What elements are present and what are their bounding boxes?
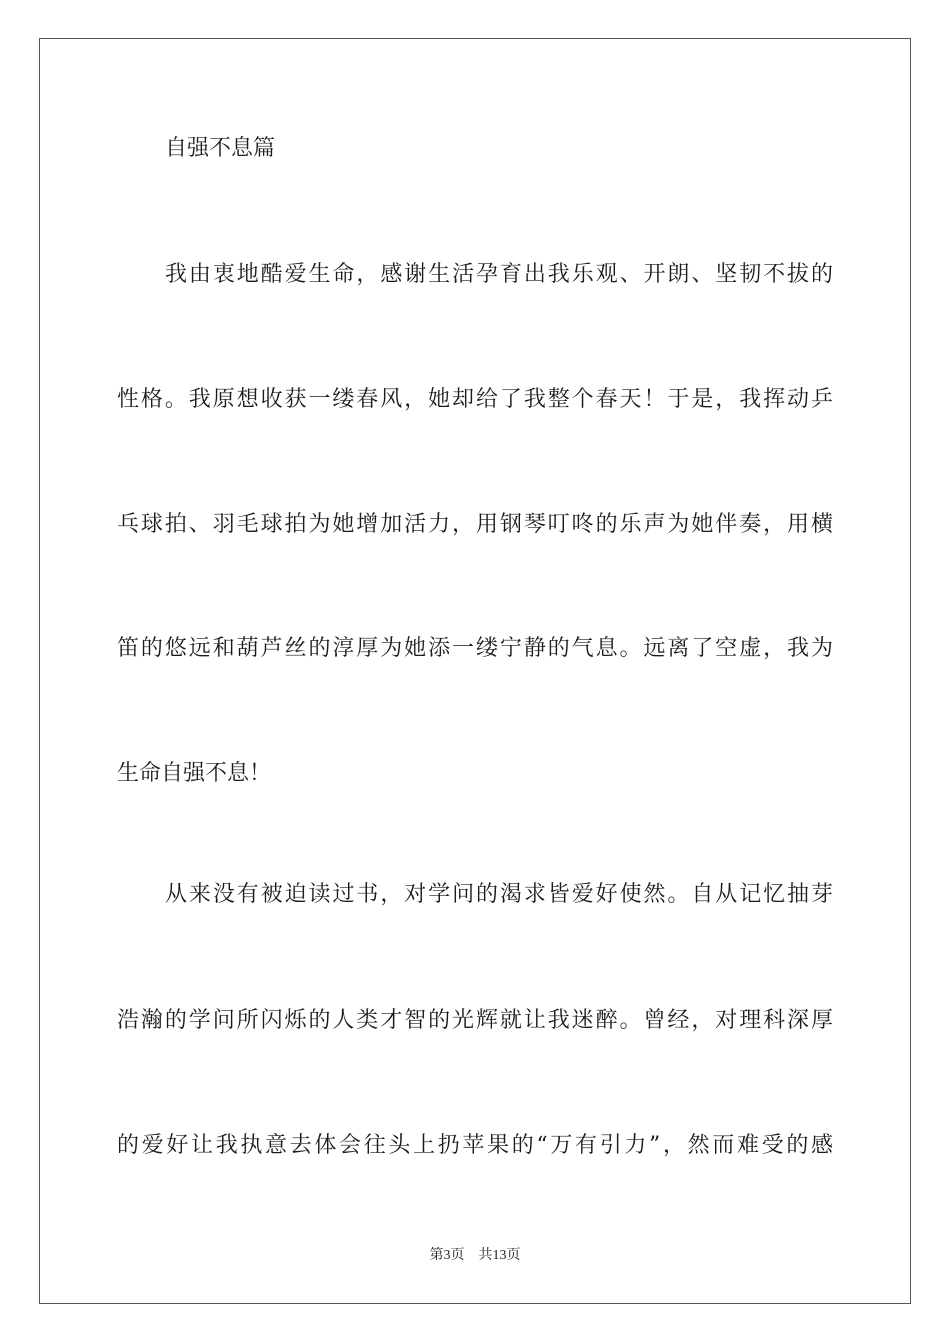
paragraph-1-line-5: 生命自强不息！	[117, 761, 272, 786]
paragraph-1-line-3: 乓球拍、羽毛球拍为她增加活力，用钢琴叮咚的乐声为她伴奏，用横	[117, 512, 833, 537]
page-footer	[0, 1246, 950, 1266]
total-pages: 共13页	[478, 1248, 521, 1263]
paragraph-2-line-3: 的爱好让我执意去体会往头上扔苹果的“万有引力”，然而难受的感	[117, 1133, 833, 1158]
paragraph-1-line-1: 我由衷地酷爱生命，感谢生活孕育出我乐观、开朗、坚韧不拔的	[165, 262, 833, 287]
paragraph-2-line-1: 从来没有被迫读过书，对学问的渴求皆爱好使然。自从记忆抽芽	[165, 882, 833, 907]
paragraph-1-line-2: 性格。我原想收获一缕春风，她却给了我整个春天！于是，我挥动乒	[117, 387, 833, 412]
page-number: 第3页	[429, 1248, 465, 1263]
document-title: 自强不息篇	[165, 136, 276, 161]
paragraph-1-line-4: 笛的悠远和葫芦丝的淳厚为她添一缕宁静的气息。远离了空虚，我为	[117, 636, 833, 661]
paragraph-2-line-2: 浩瀚的学问所闪烁的人类才智的光辉就让我迷醉。曾经，对理科深厚	[117, 1008, 833, 1033]
page-border	[39, 38, 911, 1304]
